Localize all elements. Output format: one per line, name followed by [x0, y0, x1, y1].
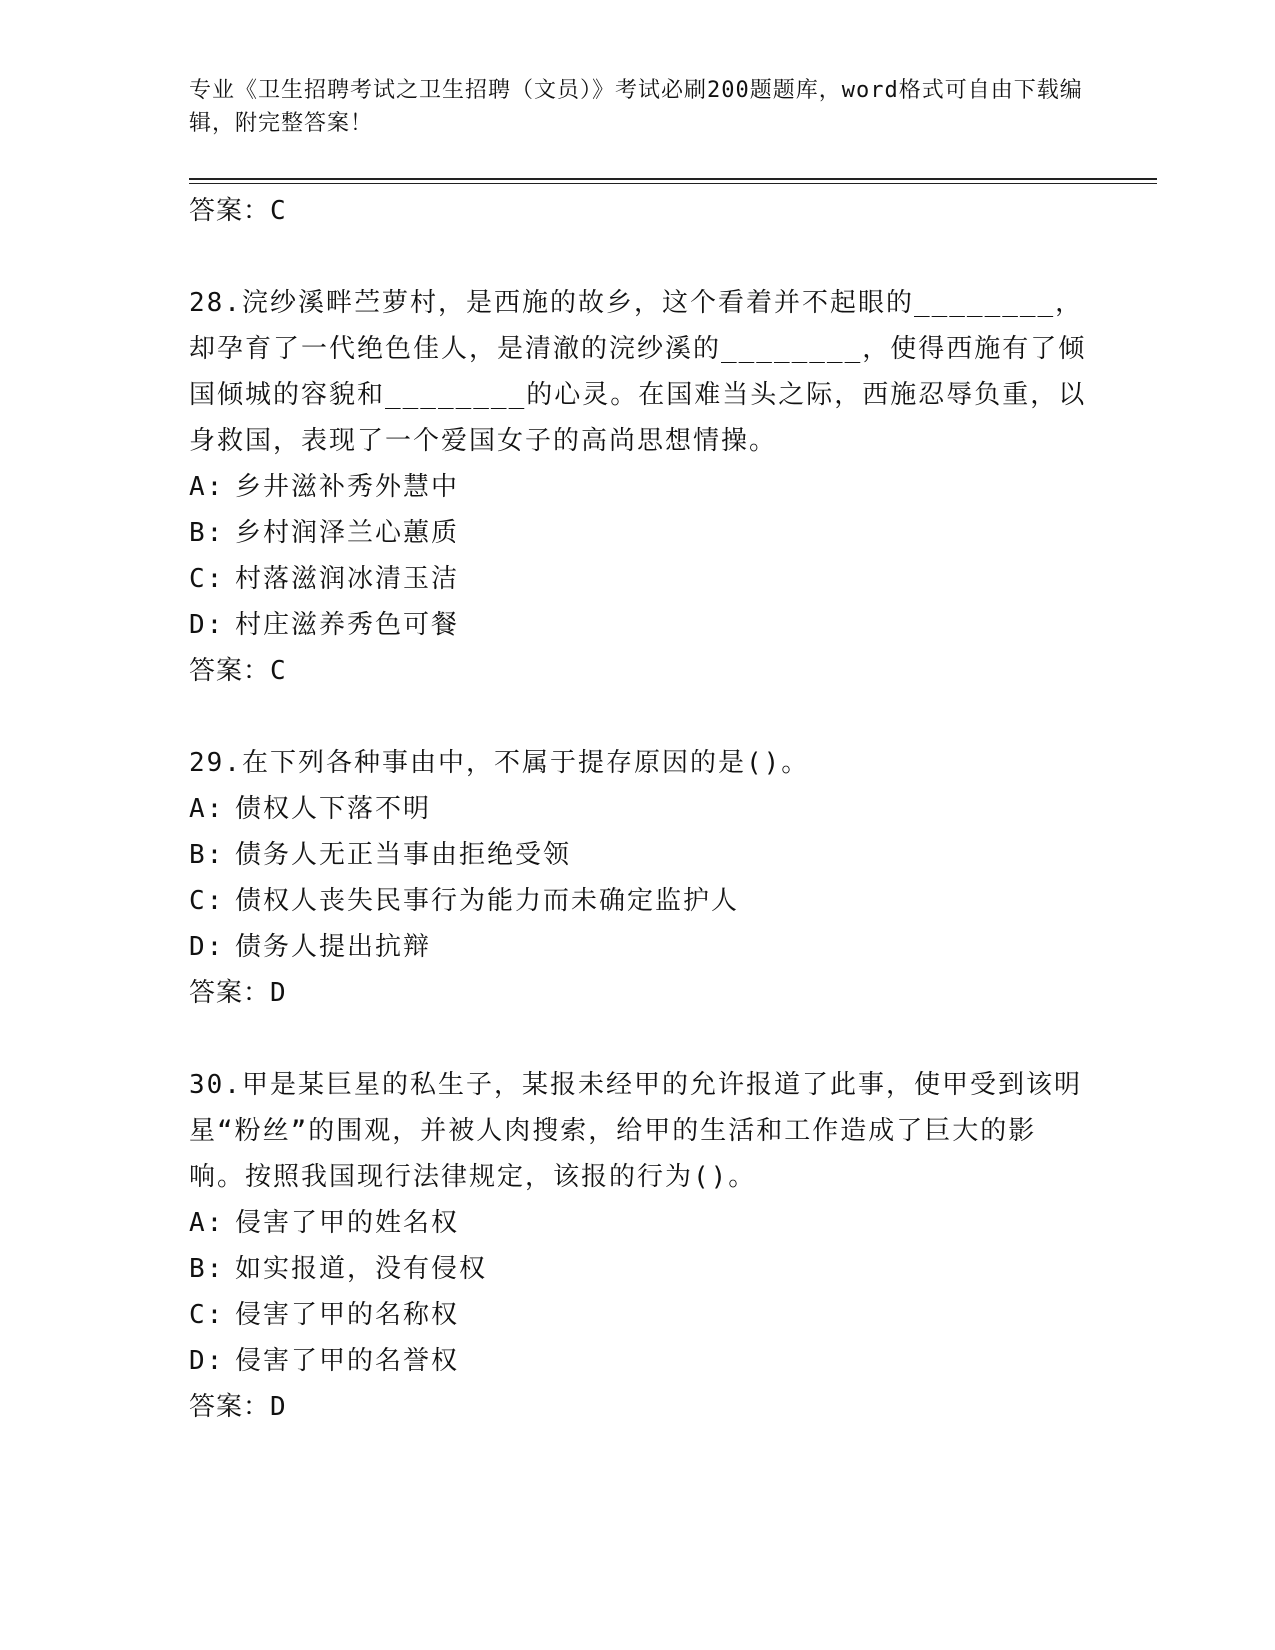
- option-letter: D:: [189, 610, 225, 640]
- question-stem: 28.浣纱溪畔苎萝村，是西施的故乡，这个看着并不起眼的________，却孕育了一代绝色佳人，是清澈的浣纱溪的________，使得西施有了倾国倾城的容貌和________的心灵。在国难当头之际，西施忍辱负重，以身救国，表现了一个爱国女子的高尚思想情操。: [189, 288, 1087, 456]
- spacer: [189, 694, 1089, 740]
- answer-value: C: [270, 196, 287, 226]
- answer-label: 答案：: [189, 978, 271, 1008]
- question-30: [189, 1062, 1089, 1430]
- option-letter: A:: [189, 1208, 225, 1238]
- previous-answer: [189, 188, 1089, 234]
- option-c: [189, 878, 1089, 924]
- option-b: [189, 832, 1089, 878]
- answer-label: 答案：: [189, 196, 271, 226]
- option-text: 侵害了甲的名誉权: [235, 1346, 460, 1376]
- option-letter: A:: [189, 794, 225, 824]
- header-divider: [189, 178, 1157, 184]
- option-letter: C:: [189, 564, 225, 594]
- question-stem: 29.在下列各种事由中，不属于提存原因的是()。: [189, 748, 810, 778]
- option-letter: B:: [189, 1254, 225, 1284]
- option-text: 侵害了甲的姓名权: [235, 1208, 460, 1238]
- option-text: 债务人无正当事由拒绝受领: [235, 840, 572, 870]
- answer-label: 答案：: [189, 1392, 271, 1422]
- question-answer: [189, 648, 1089, 694]
- question-28: [189, 280, 1089, 694]
- option-letter: C:: [189, 886, 225, 916]
- option-letter: B:: [189, 518, 225, 548]
- option-c: [189, 556, 1089, 602]
- spacer: [189, 234, 1089, 280]
- option-b: [189, 1246, 1089, 1292]
- option-text: 村庄滋养秀色可餐: [235, 610, 460, 640]
- option-letter: C:: [189, 1300, 225, 1330]
- answer-value: D: [270, 978, 287, 1008]
- option-letter: D:: [189, 1346, 225, 1376]
- answer-value: C: [270, 656, 287, 686]
- option-b: [189, 510, 1089, 556]
- option-letter: D:: [189, 932, 225, 962]
- option-d: [189, 1338, 1089, 1384]
- document-header: [189, 74, 1089, 140]
- option-text: 侵害了甲的名称权: [235, 1300, 460, 1330]
- answer-value: D: [270, 1392, 287, 1422]
- option-text: 乡井滋补秀外慧中: [235, 472, 460, 502]
- option-letter: B:: [189, 840, 225, 870]
- question-list: [189, 188, 1089, 1430]
- option-text: 债权人下落不明: [235, 794, 432, 824]
- option-a: [189, 464, 1089, 510]
- option-letter: A:: [189, 472, 225, 502]
- option-d: [189, 924, 1089, 970]
- option-text: 如实报道，没有侵权: [235, 1254, 488, 1284]
- option-a: [189, 786, 1089, 832]
- question-answer: [189, 1384, 1089, 1430]
- option-text: 债权人丧失民事行为能力而未确定监护人: [235, 886, 740, 916]
- spacer: [189, 1016, 1089, 1062]
- header-intro-text: 专业《卫生招聘考试之卫生招聘（文员）》考试必刷200题题库，word格式可自由下载编辑，附完整答案！: [189, 78, 1083, 136]
- option-a: [189, 1200, 1089, 1246]
- question-29: [189, 740, 1089, 1016]
- option-c: [189, 1292, 1089, 1338]
- answer-label: 答案：: [189, 656, 271, 686]
- option-text: 乡村润泽兰心蕙质: [235, 518, 460, 548]
- question-stem: 30.甲是某巨星的私生子，某报未经甲的允许报道了此事，使甲受到该明星“粉丝”的围观，并被人肉搜索，给甲的生活和工作造成了巨大的影响。按照我国现行法律规定，该报的行为()。: [189, 1070, 1082, 1192]
- option-text: 债务人提出抗辩: [235, 932, 432, 962]
- option-d: [189, 602, 1089, 648]
- option-text: 村落滋润冰清玉洁: [235, 564, 460, 594]
- question-answer: [189, 970, 1089, 1016]
